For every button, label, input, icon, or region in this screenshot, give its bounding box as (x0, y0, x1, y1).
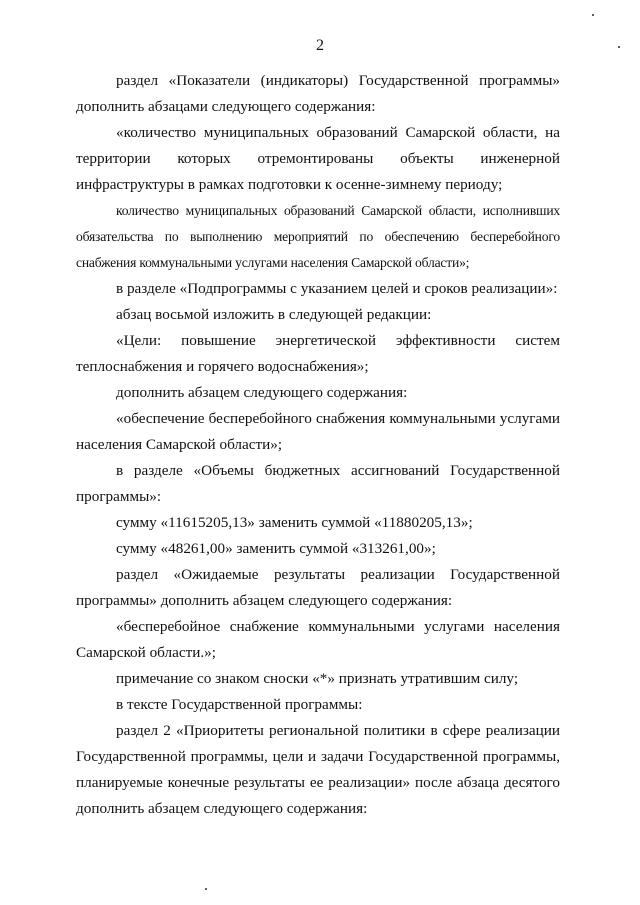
paragraph: «бесперебойное снабжение коммунальными услугами населения Самарской области.»; (76, 618, 560, 661)
paragraph: раздел «Ожидаемые результаты реализации Государственной программы» дополнить абзацем следующего содержания: (76, 566, 560, 609)
paragraph: в разделе «Объемы бюджетных ассигнований Государственной программы»: (76, 462, 560, 505)
paragraph: «обеспечение бесперебойного снабжения коммунальными услугами населения Самарской области»; (76, 410, 560, 453)
paragraph: раздел 2 «Приоритеты региональной политики в сфере реализации Государственной программы, цели и задачи Государственной программы, планируемые конечные результаты ее реализации» после абзаца десятого дополнить абзацем следующего содержания: (76, 722, 560, 817)
paragraph: абзац восьмой изложить в следующей редакции: (116, 306, 432, 323)
scan-speck (592, 14, 594, 16)
paragraph: сумму «48261,00» заменить суммой «313261,00»; (116, 540, 436, 557)
paragraph: дополнить абзацем следующего содержания: (116, 384, 408, 401)
paragraph: «Цели: повышение энергетической эффективности систем теплоснабжения и горячего водоснабжения»; (76, 332, 560, 375)
paragraph: раздел «Показатели (индикаторы) Государственной программы» дополнить абзацами следующего содержания: (76, 72, 560, 115)
page-number: 2 (316, 37, 324, 54)
scan-speck (205, 888, 207, 890)
paragraph: «количество муниципальных образований Самарской области, на территории которых отремонтированы объекты инженерной инфраструктуры в рамках подготовки к осенне-зимнему периоду; (76, 124, 560, 193)
paragraph: количество муниципальных образований Самарской области, исполнивших обязательства по выполнению мероприятий по обеспечению бесперебойного снабжения коммунальными услугами населения Самарской области»; (76, 203, 560, 270)
document-body (76, 68, 560, 822)
paragraph: примечание со знаком сноски «*» признать утратившим силу; (116, 670, 519, 687)
scan-speck (618, 46, 620, 48)
paragraph: сумму «11615205,13» заменить суммой «11880205,13»; (116, 514, 473, 531)
paragraph: в разделе «Подпрограммы с указанием целей и сроков реализации»: (116, 280, 558, 297)
paragraph: в тексте Государственной программы: (116, 696, 363, 713)
